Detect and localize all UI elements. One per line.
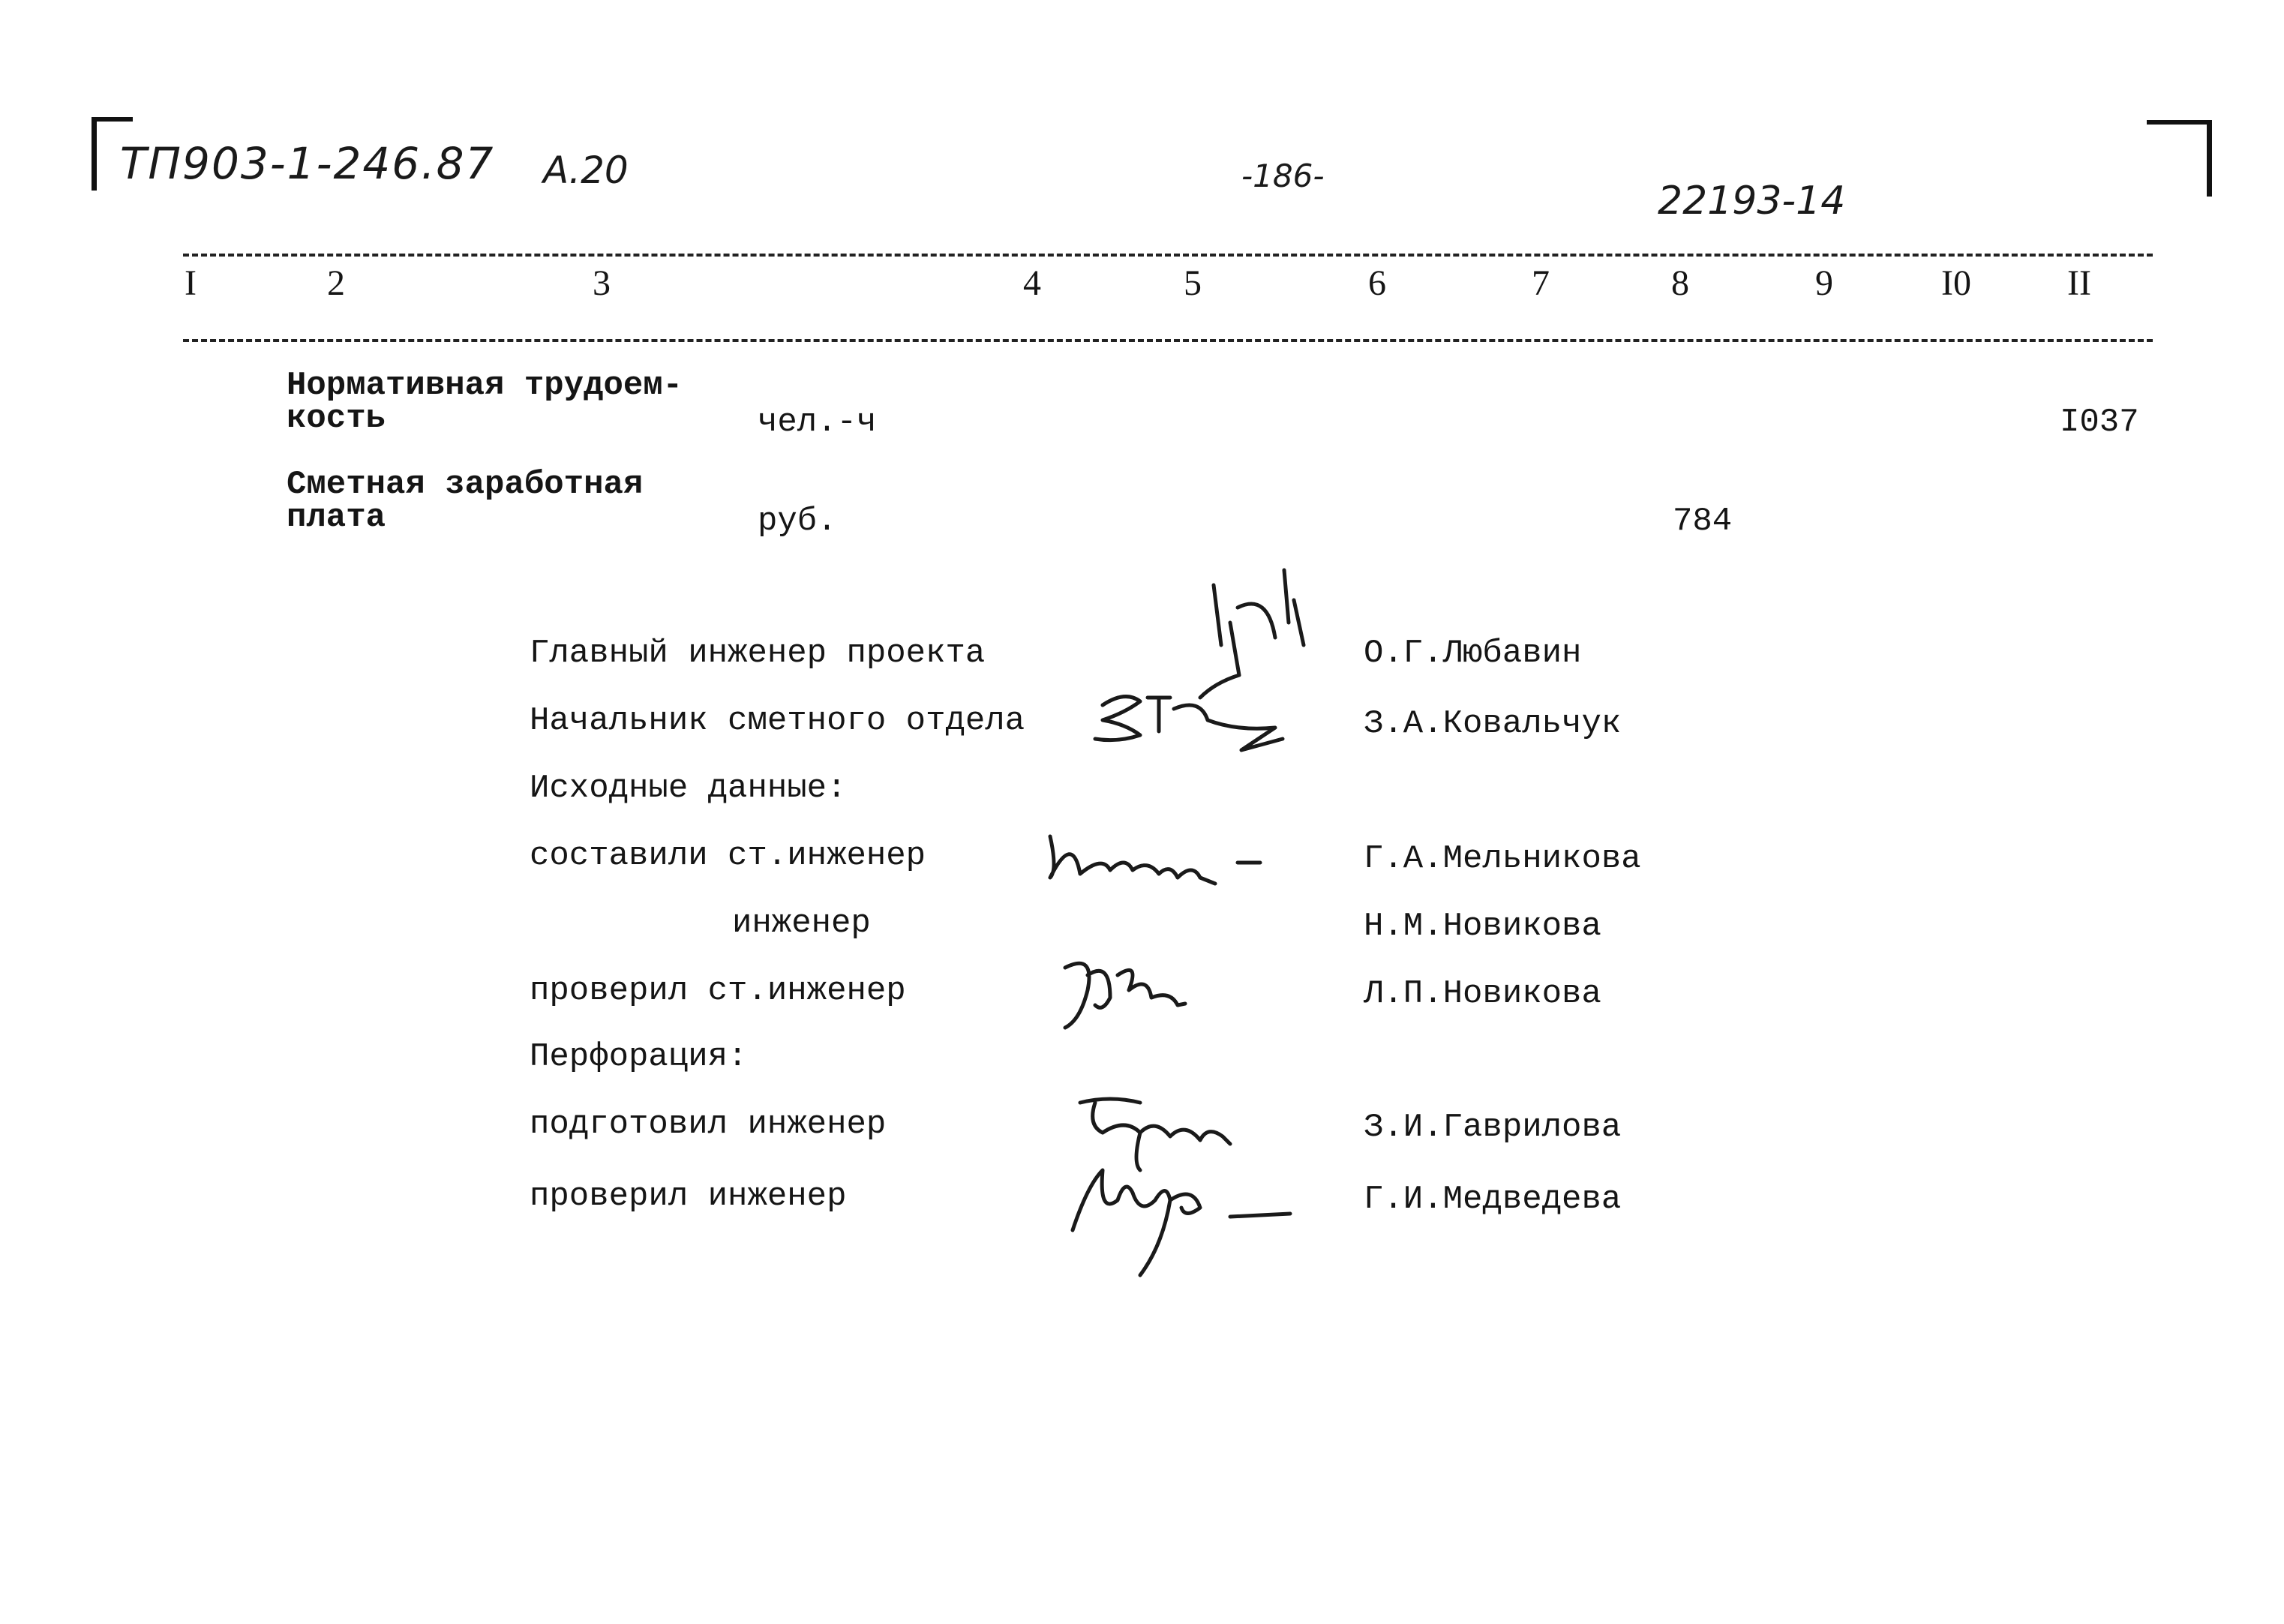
signature-compiled-senior xyxy=(1050,836,1260,884)
signature-chief-engineer xyxy=(1200,570,1304,698)
name-prepared-engineer: З.И.Гаврилова xyxy=(1364,1109,1622,1146)
page-number: -186- xyxy=(1241,158,1325,194)
role-prepared-engineer: подготовил инженер xyxy=(530,1106,887,1143)
column-number-2: 2 xyxy=(327,263,345,303)
signature-checked-engineer xyxy=(1073,1170,1290,1275)
role-checked-senior: проверил ст.инженер xyxy=(530,972,906,1010)
column-number-9: 9 xyxy=(1815,263,1833,303)
column-number-6: 6 xyxy=(1368,263,1386,303)
row-label-line-2: кость xyxy=(287,400,386,437)
role-chief-engineer: Главный инженер проекта xyxy=(530,635,986,672)
column-number-10: I0 xyxy=(1941,263,1971,303)
role-compiled-engineer: инженер xyxy=(732,905,871,942)
column-number-1: I xyxy=(185,263,197,303)
signature-estimate-head xyxy=(1095,697,1283,750)
column-number-3: 3 xyxy=(593,263,611,303)
role-checked-engineer: проверил инженер xyxy=(530,1178,847,1215)
perforation-label: Перфорация: xyxy=(530,1038,748,1076)
name-estimate-head: З.А.Ковальчук xyxy=(1364,705,1622,743)
column-number-5: 5 xyxy=(1184,263,1202,303)
sheet-number: А.20 xyxy=(543,149,629,192)
column-number-7: 7 xyxy=(1532,263,1550,303)
row-value: I037 xyxy=(2060,404,2139,441)
column-number-4: 4 xyxy=(1023,263,1041,303)
source-data-label: Исходные данные: xyxy=(530,770,847,807)
name-checked-engineer: Г.И.Медведева xyxy=(1364,1181,1622,1218)
role-estimate-head: Начальник сметного отдела xyxy=(530,702,1025,740)
registration-number: 22193-14 xyxy=(1658,179,1846,224)
name-checked-senior: Л.П.Новикова xyxy=(1364,975,1601,1013)
name-compiled-senior: Г.А.Мельникова xyxy=(1364,840,1641,878)
signature-prepared-engineer xyxy=(1080,1099,1230,1170)
row-label-line-1: Сметная заработная xyxy=(287,466,644,503)
document-code: ТП903-1-246.87 xyxy=(120,138,495,189)
row-unit: чел.-ч xyxy=(758,404,877,441)
signature-checked-senior xyxy=(1065,963,1185,1028)
row-value: 784 xyxy=(1673,503,1733,540)
name-chief-engineer: О.Г.Любавин xyxy=(1364,635,1582,672)
row-label-line-1: Нормативная трудоем- xyxy=(287,367,683,404)
name-compiled-engineer: Н.М.Новикова xyxy=(1364,908,1601,945)
row-unit: руб. xyxy=(758,503,837,540)
row-label-line-2: плата xyxy=(287,499,386,536)
column-number-11: II xyxy=(2067,263,2091,303)
role-compiled-senior: составили ст.инженер xyxy=(530,837,926,875)
column-number-8: 8 xyxy=(1671,263,1689,303)
